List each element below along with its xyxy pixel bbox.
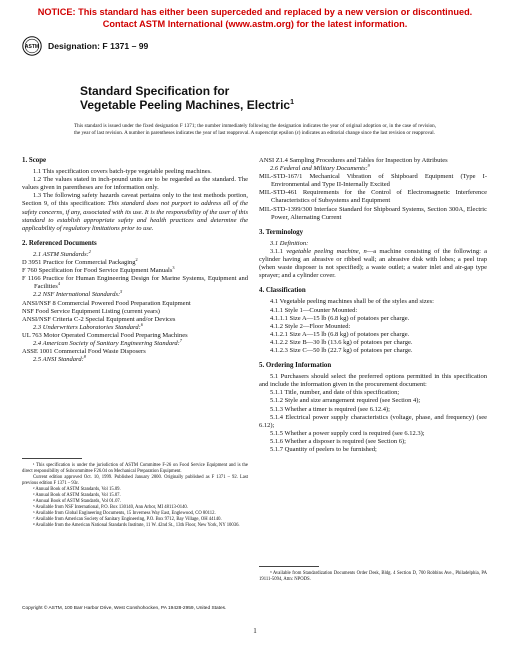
order-5-1-6: 5.1.6 Whether a disposer is required (see Section 6);	[270, 437, 406, 445]
ref-2-6	[259, 162, 487, 173]
footnote: ⁷ Available from American Society of Sanitary Engineering, P.O. Box 9712, Bay Village, OH 44140.	[33, 517, 222, 522]
safety-caveat: This standard does not purport to address all of the safety concerns, if any, associated with its use. It is the responsibility of the user of this standard to establish appropriate safety and health practices and determine the applicability of regulatory limitations prior to use.	[22, 200, 248, 232]
scope-1-3	[22, 192, 248, 232]
footnote-mark: 6	[140, 321, 143, 327]
copyright: Copyright © ASTM, 100 Barr Harbor Drive, West Conshohocken, PA 19428-2959, United States.	[22, 606, 227, 611]
order-5-1-1: 5.1.1 Title, number, and date of this specification;	[270, 389, 400, 397]
class-4-1-1: 4.1.1 Style 1—Counter Mounted:	[270, 306, 358, 314]
ref-2-4	[22, 337, 248, 348]
notice-line-2: Contact ASTM International (www.astm.org) for the latest information.	[102, 18, 408, 29]
term-3-1-1	[259, 248, 487, 280]
ref-2-2-label: 2.2 NSF International Standards:	[33, 291, 121, 299]
ref-mil-1399: MIL-STD-1399/300 Interface Standard for Shipboard Systems, Section 300A, Electric Power, Alternating Current	[259, 205, 487, 221]
footnote-mark: 5	[120, 289, 123, 295]
ref-f1166	[22, 275, 248, 291]
right-column	[259, 157, 487, 454]
title-line-1: Standard Specification for	[80, 84, 230, 98]
footnote: Current edition approved Oct. 10, 1999. Published January 2000. Originally published as F 1371 – 92. Last previous edition F 1371 – 93ε.	[22, 475, 248, 486]
footnote-mark: 7	[179, 337, 182, 343]
scope-1-2: 1.2 The values stated in inch-pound units are to be regarded as the standard. The values given in parentheses are for information only.	[22, 176, 248, 192]
ref-2-3-label: 2.3 Underwriters Laboratories Standard:	[33, 323, 141, 331]
left-column	[22, 157, 248, 364]
title-footnote-mark: 1	[290, 99, 294, 106]
ref-nsf-listing: NSF Food Service Equipment Listing (current years)	[22, 307, 160, 315]
footnote-mark: 3	[172, 264, 175, 270]
ref-2-5	[22, 356, 248, 364]
notice-line-1: NOTICE: This standard has either been superceded and replaced by a new version or discontinued.	[37, 7, 473, 17]
term-definition: —a machine consisting of the following: a cylinder having an abrasive or ribbed wall; an abrasive disk with lobes; a peel trap (when waste disposer is not specified); a waste outlet; a water inlet and air-gap type sprayer; and a cylinder cover.	[259, 247, 488, 280]
ref-f760-text: F 760 Specification for Food Service Equipment Manuals	[22, 267, 173, 275]
footnote: ⁴ Annual Book of ASTM Standards, Vol 01.07.	[33, 499, 121, 504]
order-5-1-2: 5.1.2 Style and size arrangement required (see Section 4);	[270, 397, 421, 405]
class-4-1-2-3: 4.1.2.3 Size C—50 lb (22.7 kg) of potatoes per charge.	[270, 346, 413, 354]
ref-ansi-z14: ANSI Z1.4 Sampling Procedures and Tables for Inspection by Attributes	[259, 157, 448, 164]
defined-term: vegetable peeling machine, n	[286, 247, 367, 255]
footnote-mark: 9	[367, 162, 370, 168]
page-number: 1	[253, 627, 257, 635]
document-title	[80, 84, 440, 112]
footnote-mark: 8	[83, 354, 86, 359]
order-5-1-7: 5.1.7 Quantity of peelers to be furnished;	[270, 446, 377, 453]
ref-nsf8: ANSI/NSF 8 Commercial Powered Food Preparation Equipment	[22, 299, 191, 307]
footnote-mark: 2	[135, 256, 138, 262]
class-4-1-2-2: 4.1.2.2 Size B—30 lb (13.6 kg) of potatoes per charge.	[270, 338, 413, 346]
class-4-1-2: 4.1.2 Style 2—Floor Mounted:	[270, 322, 351, 330]
svg-text:ASTM: ASTM	[24, 43, 40, 50]
order-5-1-4: 5.1.4 Electrical power supply characteristics (voltage, phase, and frequency) (see 6.12);	[259, 413, 487, 429]
scope-1-1: 1.1 This specification covers batch-type vegetable peeling machines.	[33, 168, 212, 176]
ref-asse: ASSE 1001 Commercial Food Waste Disposers	[22, 348, 146, 356]
section-heading-scope: 1. Scope	[22, 157, 47, 164]
footnote: ⁶ Available from Global Engineering Documents, 15 Inverness Way East, Englewood, CO 80112.	[33, 511, 216, 516]
footnote: ⁵ Available from NSF International, P.O. Box 130140, Ann Arbor, MI 48113-0140.	[33, 505, 188, 510]
ref-2-2	[22, 291, 248, 299]
ref-f1166-text: F 1166 Practice for Human Engineering Design for Marine Systems, Equipment and Facilities	[22, 275, 248, 291]
ref-mil-461: MIL-STD-461 Requirements for the Control of Electromagnetic Interference Characteristics of Subsystems and Equipment	[259, 189, 487, 205]
right-footnotes	[259, 560, 487, 583]
section-heading-ordering-information: 5. Ordering Information	[259, 362, 332, 370]
ref-nsf-c2: ANSI/NSF Criteria C-2 Special Equipment and/or Devices	[22, 315, 176, 323]
ref-2-3	[22, 321, 248, 332]
class-4-1-1-1: 4.1.1.1 Size A—15 lb (6.8 kg) of potatoes per charge.	[270, 314, 410, 322]
footnote: ⁸ Available from the American National Standards Institute, 11 W. 42nd St., 13th Floor, New York, NY 10036.	[33, 523, 240, 528]
scope-1-3-text: 1.3 The following safety hazards caveat pertains only to the test methods portion, Section 9, of this specification:	[22, 192, 248, 208]
term-3-1: 3.1 Definition:	[270, 239, 309, 247]
footnote-rule	[22, 458, 82, 459]
supersession-notice	[0, 7, 510, 30]
ref-2-4-label: 2.4 American Society of Sanitary Engineering Standard:	[33, 339, 180, 347]
footnote-rule	[259, 566, 319, 567]
ref-2-6-label: 2.6 Federal and Military Documents:	[270, 165, 368, 173]
ref-d3951-text: D 3951 Practice for Commercial Packaging	[22, 259, 136, 267]
designation: Designation: F 1371 – 99	[48, 41, 149, 51]
title-line-2: Vegetable Peeling Machines, Electric	[80, 98, 291, 112]
order-5-1: 5.1 Purchasers should select the preferred options permitted in this specification and include the information given in the procurement document:	[259, 373, 487, 389]
footnote-mark: 4	[57, 281, 60, 287]
footnote: ¹ This specification is under the jurisdiction of ASTM Committee F-26 on Food Service Equipment and is the direct responsibility of Subcommittee F26.04 on Mechanical Preparation Equipment.	[22, 463, 248, 474]
ref-2-5-label: 2.5 ANSI Standard:	[33, 356, 84, 364]
section-heading-terminology: 3. Terminology	[259, 228, 304, 236]
footnote-mark: 2	[88, 248, 91, 254]
footnote: ⁹ Available from Standardization Documents Order Desk, Bldg. 4 Section D, 700 Robbins Ave., Philadelphia, PA 19111-5094, Attn: NPODS.	[259, 571, 487, 582]
astm-logo-icon	[22, 36, 42, 56]
order-5-1-5: 5.1.5 Whether a power supply cord is required (see 6.12.3);	[270, 429, 425, 437]
class-4-1-2-1: 4.1.2.1 Size A—15 lb (6.8 kg) of potatoes per charge.	[270, 330, 410, 338]
class-4-1: 4.1 Vegetable peeling machines shall be of the styles and sizes:	[270, 298, 434, 306]
footnote: ² Annual Book of ASTM Standards, Vol 15.09.	[33, 487, 121, 492]
ref-f760	[22, 264, 248, 275]
preamble: This standard is issued under the fixed designation F 1371; the number immediately following the designation indicates the year of original adoption or, in the case of revision, the year of last revision. A number in parentheses indicates the year of last reapproval. A superscript epsilon (ε) indicates an editorial change since the last revision or reapproval.	[74, 123, 436, 136]
term-number: 3.1.1	[270, 247, 287, 255]
order-5-1-3: 5.1.3 Whether a timer is required (see 6.12.4);	[270, 405, 390, 413]
left-footnotes	[22, 452, 248, 529]
section-heading-referenced-documents: 2. Referenced Documents	[22, 239, 97, 247]
ref-ul763: UL 763 Motor Operated Commercial Food Preparing Machines	[22, 331, 188, 339]
footnote: ³ Annual Book of ASTM Standards, Vol 15.07.	[33, 493, 121, 498]
ref-d3951	[22, 256, 248, 267]
section-heading-classification: 4. Classification	[259, 287, 306, 295]
ref-2-1-label: 2.1 ASTM Standards:	[33, 250, 89, 258]
ref-mil-167: MIL-STD-167/1 Mechanical Vibration of Shipboard Equipment (Type I-Environmental and Type II-Internally Excited	[259, 173, 487, 189]
